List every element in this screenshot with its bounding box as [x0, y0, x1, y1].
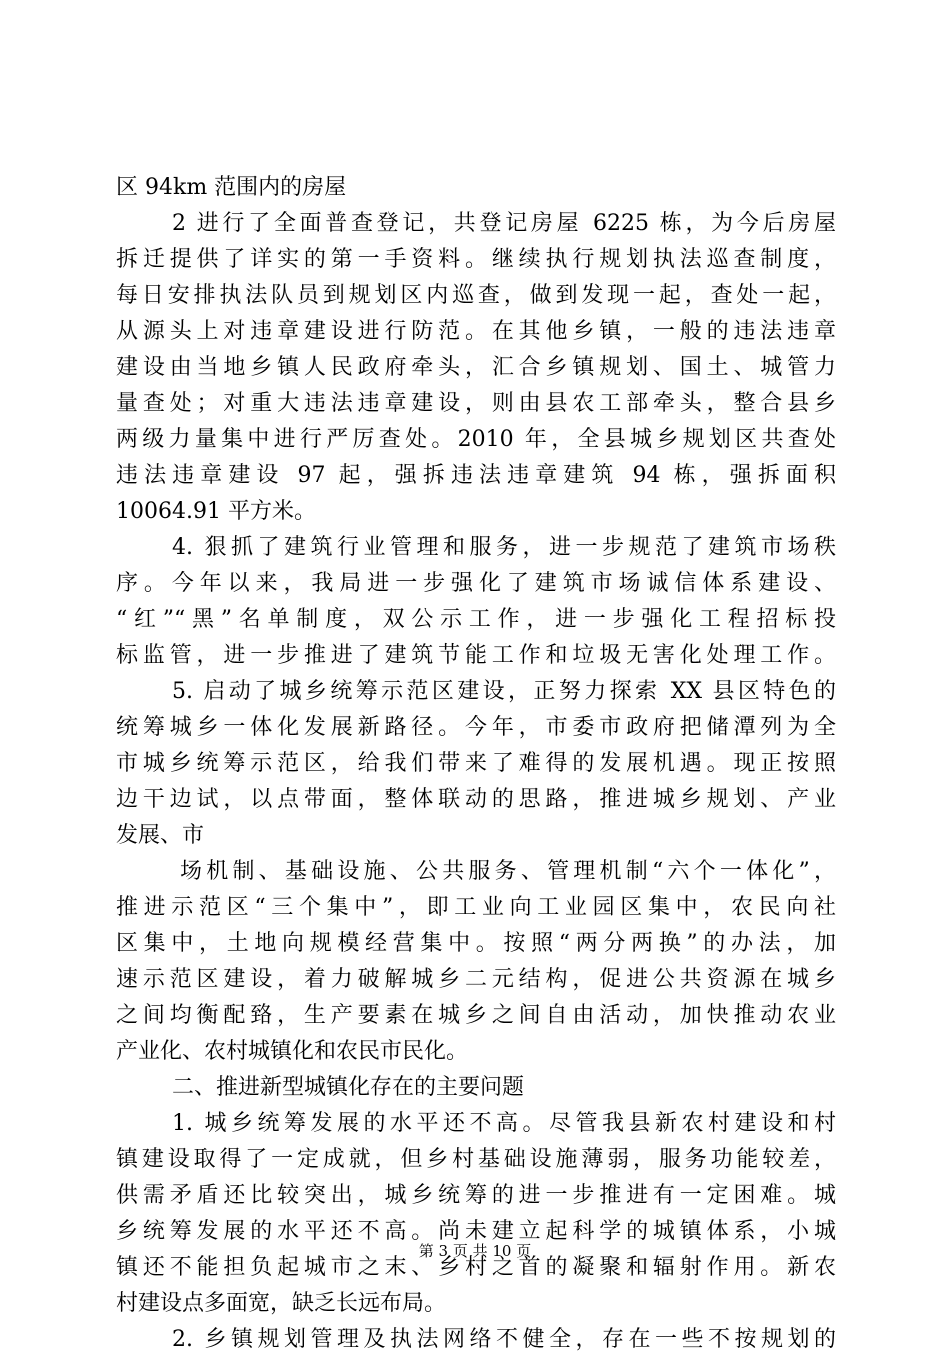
text-line: 统筹城乡一体化发展新路径。今年，市委市政府把储潭列为全 — [116, 715, 836, 740]
text-line: 乡统筹发展的水平还不高。尚未建立起科学的城镇体系，小城 — [116, 1219, 836, 1244]
text-line: 供需矛盾还比较突出，城乡统筹的进一步推进有一定困难。城 — [116, 1183, 836, 1208]
text-line: 产业化、农村城镇化和农民市民化。 — [116, 1039, 469, 1064]
text-line: 量查处；对重大违法违章建设，则由县农工部牵头，整合县乡 — [116, 391, 836, 416]
text-line: 拆迁提供了详实的第一手资料。继续执行规划执法巡查制度， — [116, 247, 836, 272]
text-line: 发展、市 — [116, 823, 205, 848]
text-line: 镇还不能担负起城市之末、乡村之首的凝聚和辐射作用。新农 — [116, 1255, 836, 1280]
text-line: 建设由当地乡镇人民政府牵头，汇合乡镇规划、国土、城管力 — [116, 355, 836, 380]
document-body — [116, 170, 836, 1358]
text-line: 推进示范区“三个集中”，即工业向工业园区集中，农民向社 — [116, 895, 836, 920]
text-line: 1. 城乡统筹发展的水平还不高。尽管我县新农村建设和村 — [172, 1111, 836, 1136]
text-line: 2. 乡镇规划管理及执法网络不健全，存在一些不按规划的 — [172, 1327, 836, 1352]
text-line: 场机制、基础设施、公共服务、管理机制“六个一体化”， — [180, 859, 836, 884]
text-line: 速示范区建设，着力破解城乡二元结构，促进公共资源在城乡 — [116, 967, 836, 992]
page-footer: 第 3 页 共 10 页 — [418, 1242, 532, 1260]
text-line: 10064.91 平方米。 — [116, 499, 316, 524]
text-line: 镇建设取得了一定成就，但乡村基础设施薄弱，服务功能较差， — [116, 1147, 836, 1172]
text-line: 两级力量集中进行严厉查处。2010 年，全县城乡规划区共查处 — [116, 427, 836, 452]
text-line: 4. 狠抓了建筑行业管理和服务，进一步规范了建筑市场秩 — [172, 535, 836, 560]
text-line: 从源头上对违章建设进行防范。在其他乡镇，一般的违法违章 — [116, 319, 836, 344]
text-line: 边干边试，以点带面，整体联动的思路，推进城乡规划、产业 — [116, 787, 836, 812]
text-line: 5. 启动了城乡统筹示范区建设，正努力探索 XX 县区特色的 — [172, 679, 836, 704]
text-line: 区集中，土地向规模经营集中。按照“两分两换”的办法，加 — [116, 931, 836, 956]
text-line: 之间均衡配臵，生产要素在城乡之间自由活动，加快推动农业 — [116, 1003, 836, 1028]
text-line: 标监管，进一步推进了建筑节能工作和垃圾无害化处理工作。 — [116, 643, 836, 668]
text-line: “红”“黑”名单制度，双公示工作，进一步强化工程招标投 — [116, 607, 836, 632]
text-line: 二、推进新型城镇化存在的主要问题 — [172, 1075, 525, 1100]
text-line: 序。今年以来，我局进一步强化了建筑市场诚信体系建设、 — [116, 571, 836, 596]
text-line: 市城乡统筹示范区，给我们带来了难得的发展机遇。现正按照 — [116, 751, 836, 776]
text-line: 村建设点多面宽，缺乏长远布局。 — [116, 1291, 447, 1316]
text-line: 2 进行了全面普查登记，共登记房屋 6225 栋，为今后房屋 — [172, 211, 836, 236]
text-line: 每日安排执法队员到规划区内巡查，做到发现一起，查处一起， — [116, 283, 836, 308]
text-line: 违法违章建设 97 起，强拆违法违章建筑 94 栋，强拆面积 — [116, 463, 836, 488]
text-line: 区 94km 范围内的房屋 — [116, 175, 347, 200]
